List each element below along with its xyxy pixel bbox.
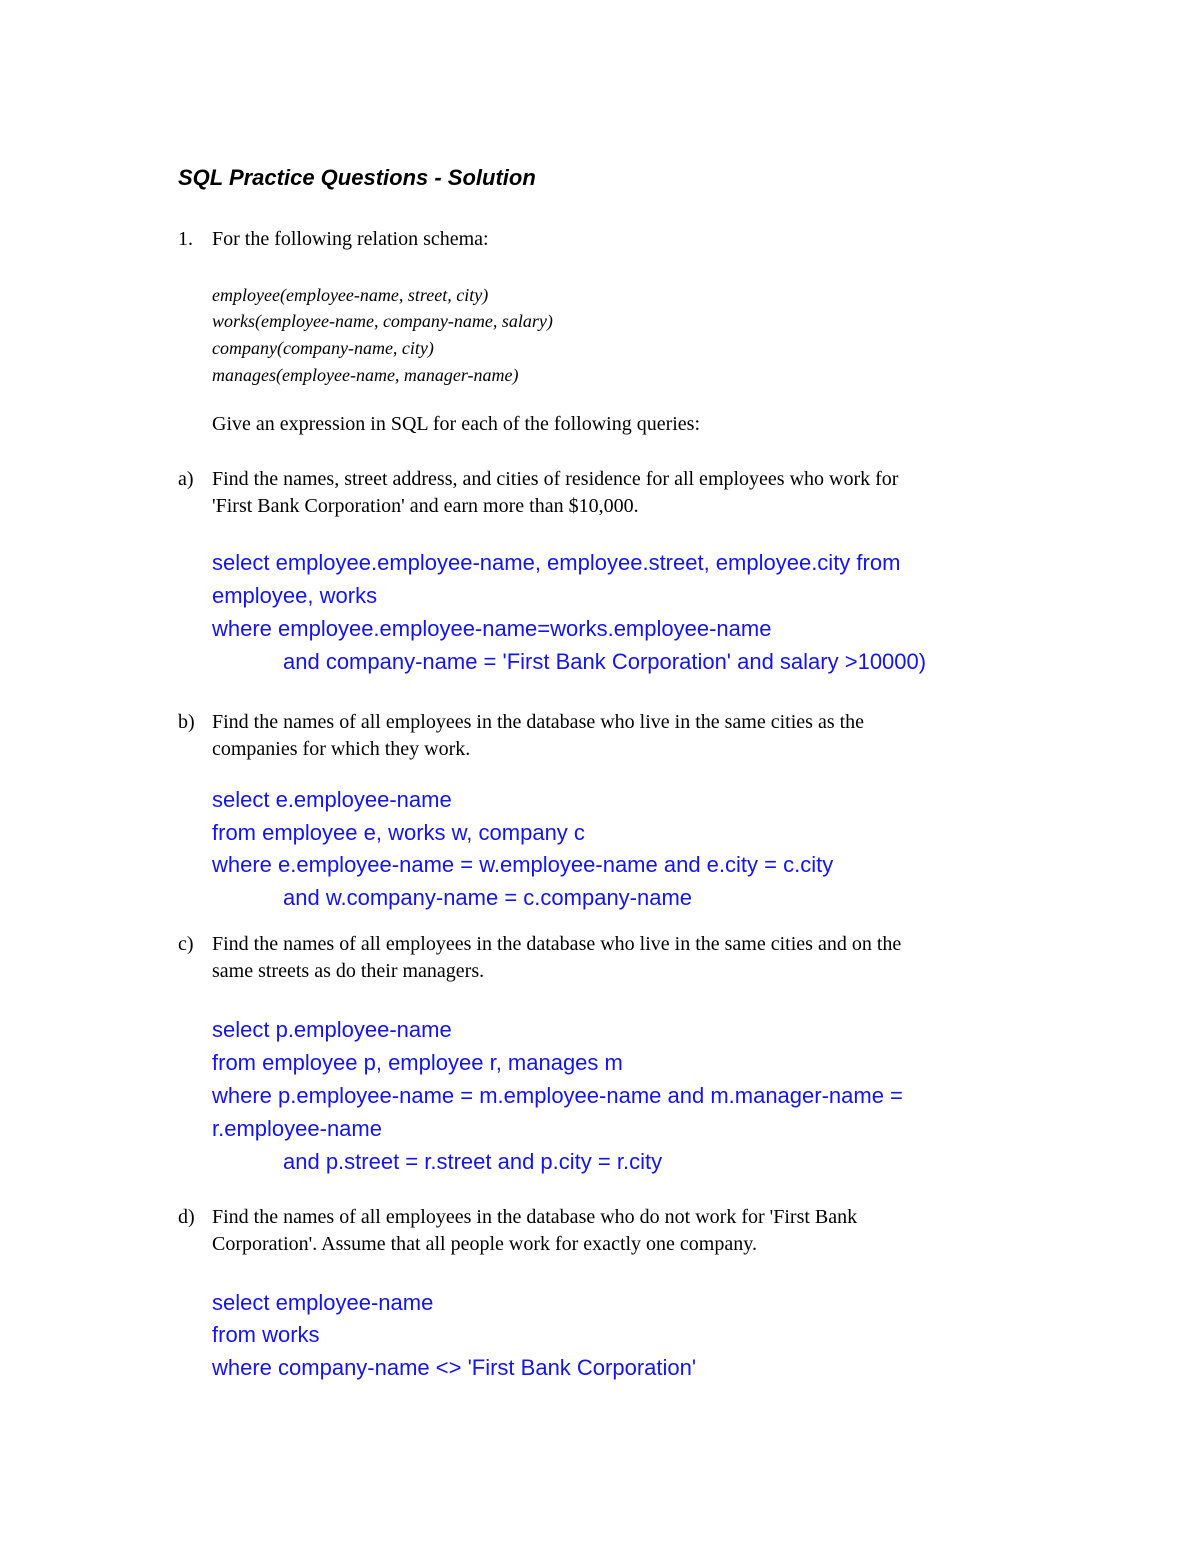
part-c-label: c)	[178, 933, 194, 955]
part-b-question-line: Find the names of all employees in the database who live in the same cities as the	[212, 711, 865, 733]
part-a-label: a)	[178, 468, 194, 490]
part-b-label: b)	[178, 711, 195, 733]
part-d-sql-line: from works	[212, 1322, 320, 1347]
part-c-sql-line: and p.street = r.street and p.city = r.city	[283, 1149, 663, 1174]
part-a-sql-line: employee, works	[212, 583, 378, 608]
part-c-sql-line: select p.employee-name	[212, 1017, 452, 1042]
question-number: 1.	[178, 228, 193, 250]
part-a-question-line: Find the names, street address, and cities of residence for all employees who work for	[212, 468, 899, 490]
schema-works: works(employee-name, company-name, salary)	[212, 311, 553, 331]
part-c-sql-line: from employee p, employee r, manages m	[212, 1050, 623, 1075]
part-b-question-line: companies for which they work.	[212, 738, 471, 760]
schema-employee: employee(employee-name, street, city)	[212, 285, 489, 305]
part-c-question-line: same streets as do their managers.	[212, 960, 485, 982]
page-title: SQL Practice Questions - Solution	[178, 165, 536, 190]
schema-company: company(company-name, city)	[212, 338, 434, 358]
intro-text: For the following relation schema:	[212, 228, 489, 250]
part-d-sql-line: where company-name <> 'First Bank Corporation'	[212, 1355, 697, 1380]
instruction-text: Give an expression in SQL for each of the following queries:	[212, 413, 701, 435]
part-b-sql-line: select e.employee-name	[212, 787, 452, 812]
schema-manages: manages(employee-name, manager-name)	[212, 365, 519, 385]
part-d-question-line: Find the names of all employees in the database who do not work for 'First Bank	[212, 1206, 858, 1228]
part-a-sql-line: where employee.employee-name=works.employee-name	[212, 616, 772, 641]
part-c-sql-line: r.employee-name	[212, 1116, 382, 1141]
part-c-sql-line: where p.employee-name = m.employee-name and m.manager-name =	[212, 1083, 903, 1108]
part-a-question-line: 'First Bank Corporation' and earn more than $10,000.	[212, 495, 639, 517]
part-b-sql-line: from employee e, works w, company c	[212, 820, 585, 845]
part-a-sql-line: and company-name = 'First Bank Corporation' and salary >10000)	[283, 649, 927, 674]
part-a-sql-line: select employee.employee-name, employee.street, employee.city from	[212, 550, 901, 575]
part-d-sql-line: select employee-name	[212, 1290, 434, 1315]
part-b-sql-line: where e.employee-name = w.employee-name and e.city = c.city	[212, 852, 834, 877]
part-c-question-line: Find the names of all employees in the database who live in the same cities and on the	[212, 933, 902, 955]
part-d-question-line: Corporation'. Assume that all people work for exactly one company.	[212, 1233, 757, 1255]
part-b-sql-line: and w.company-name = c.company-name	[283, 885, 693, 910]
part-d-label: d)	[178, 1206, 195, 1228]
